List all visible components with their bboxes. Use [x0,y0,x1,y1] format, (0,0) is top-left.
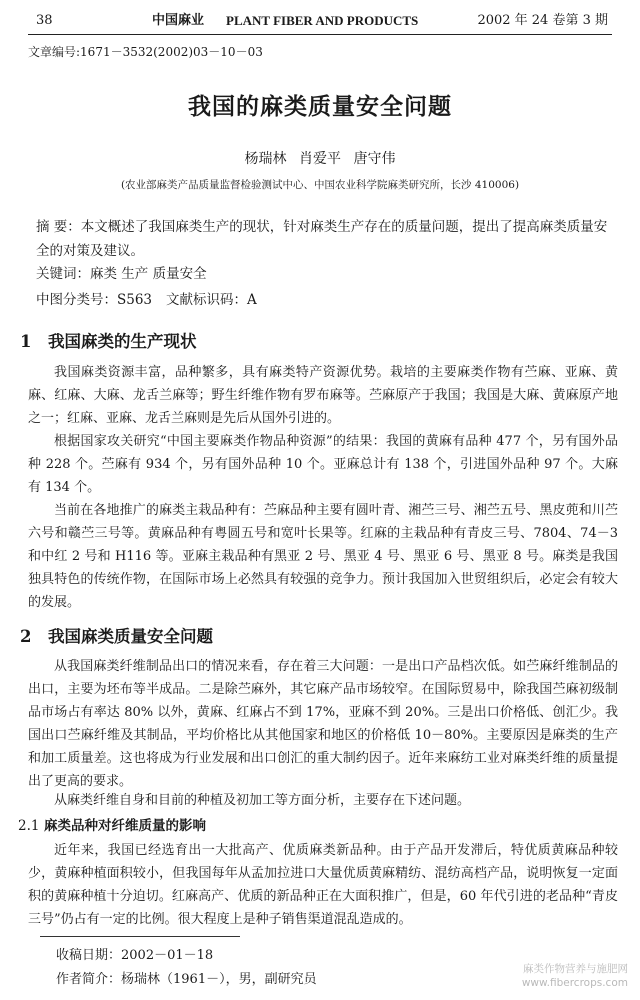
journal-name-en: PLANT FIBER AND PRODUCTS [226,13,419,28]
paragraph: 当前在各地推广的麻类主栽品种有：苎麻品种主要有圆叶青、湘苎三号、湘苎五号、黑皮蔸和川苎六号和赣苎三号等。黄麻品种有粤圆五号和宽叶长果等。红麻的主栽品种有青皮三号、7804、74－3 和中红 2 号和 H116 等。亚麻主栽品种有黑亚 2 号、黑亚 4 号、黑亚 6 号、黑亚 8 号。麻类是我国独具特色的传统作物，在国际市场上必然具有较强的竞争力。预计我国加入世贸组织后，必定会有较大的发展。 [28,503,618,610]
section-heading [20,328,197,352]
subsection-title: 麻类品种对纤维质量的影响 [44,818,206,834]
footnote-rule [40,936,240,937]
section-title: 我国麻类质量安全问题 [48,627,213,646]
paragraph: 从我国麻类纤维制品出口的情况来看，存在着三大问题：一是出口产品档次低。如苎麻纤维制品的出口，主要为坯布等半成品。二是除苎麻外，其它麻产品市场较窄。在国际贸易中，除我国苎麻初级制品市场占有率达 80% 以外，黄麻、红麻占不到 17%，亚麻不到 20%。三是出口价格低、创汇少。我国出口苎麻纤维及其制品，平均价格比从其他国家和地区的价格低 10－80%。主要原因是麻类的生产和加工质量差。这也将成为行业发展和出口创汇的重大制约因子。近年来麻纺工业对麻类纤维的质量提出了更高的要求。 [28,659,618,789]
paragraph: 从麻类纤维自身和目前的种植及初加工等方面分析，主要存在下述问题。 [54,793,471,808]
article-id: 文章编号:1671－3532(2002)03－10－03 [28,45,263,59]
authors: 杨瑞林 肖爱平 唐守伟 [244,151,396,167]
journal-name-cn: 中国麻业 [152,13,205,28]
section-number: 1 [20,332,32,351]
abstract: 摘 要：本文概述了我国麻类生产的现状，针对麻类生产存在的质量问题，提出了提高麻类质量安全的对策及建议。 [36,219,608,259]
article-title: 我国的麻类质量安全问题 [188,93,452,120]
section-number: 2 [20,627,32,646]
running-header [36,10,608,32]
watermark-line: www.fibercrops.com [521,977,628,989]
subsection-heading [18,814,206,834]
author-bio: 作者简介：杨瑞林（1961－），男，副研究员 [56,972,317,987]
watermark-line: 麻类作物营养与施肥网 [523,963,628,975]
subsection-number: 2.1 [18,818,40,834]
keywords: 关键词：麻类 生产 质量安全 [36,266,207,282]
received-date: 收稿日期：2002－01－18 [56,948,214,963]
page-number: 38 [36,13,53,28]
classification-line [36,288,257,312]
watermark [522,962,628,990]
clc-number: 中图分类号：S563 [36,292,153,308]
header-rule [28,34,612,35]
paragraph: 根据国家攻关研究“中国主要麻类作物品种资源”的结果：我国的黄麻有品种 477 个，另有国外品种 228 个。苎麻有 934 个，另有国外品种 10 个。亚麻总计有 138 个，引进国外品种 97 个。大麻有 134 个。 [28,434,618,495]
issue-info: 2002 年 24 卷第 3 期 [477,13,608,28]
document-code: 文献标识码：A [166,292,257,308]
paragraph: 我国麻类资源丰富，品种繁多，具有麻类特产资源优势。栽培的主要麻类作物有苎麻、亚麻、黄麻、红麻、大麻、龙舌兰麻等；野生纤维作物有罗布麻等。苎麻原产于我国；我国是大麻、黄麻原产地之一；红麻、亚麻、龙舌兰麻则是先后从国外引进的。 [28,365,618,426]
section-title: 我国麻类的生产现状 [48,332,197,351]
affiliation: (农业部麻类产品质量监督检验测试中心、中国农业科学院麻类研究所，长沙 410006) [120,179,520,191]
paragraph: 近年来，我国已经选育出一大批高产、优质麻类新品种。由于产品开发滞后，特优质黄麻品种较少，黄麻种植面积较小，但我国每年从孟加拉进口大量优质黄麻精纺、混纺高档产品，说明恢复一定面积的黄麻种植十分迫切。红麻高产、优质的新品种正在大面积推广，但是，60 年代引进的老品种“青皮三号”仍占有一定的比例。很大程度上是种子销售渠道混乱造成的。 [28,843,618,927]
section-heading [20,623,213,647]
